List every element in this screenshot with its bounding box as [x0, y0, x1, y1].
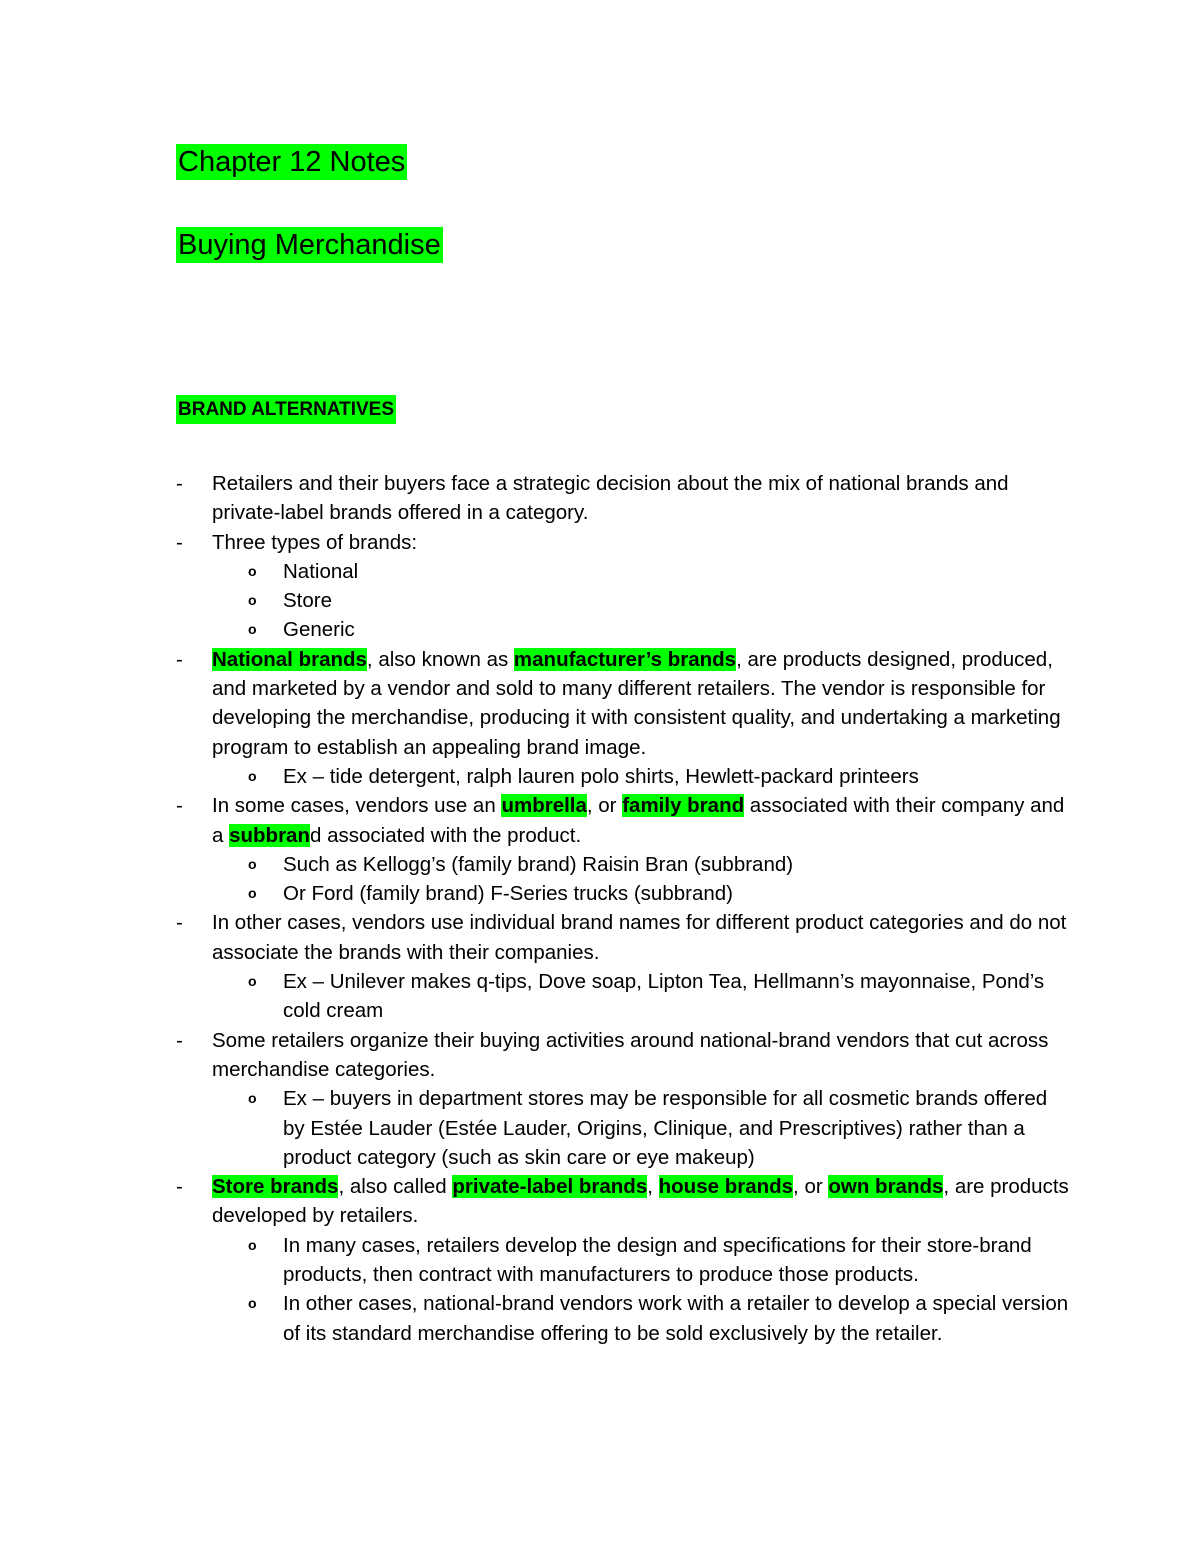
circle-bullet: o	[248, 1090, 257, 1107]
list-item-text: In other cases, vendors use individual brand names for different product categories and do not associate the brands with their companies.	[212, 911, 1067, 964]
list-item-text: In some cases, vendors use an	[212, 794, 502, 818]
sub-list-item	[0, 1231, 1073, 1290]
dash-bullet: -	[176, 911, 183, 935]
list-item	[0, 528, 1072, 557]
circle-bullet: o	[248, 621, 257, 638]
list-item	[0, 469, 1072, 528]
sub-list-item	[0, 586, 1073, 615]
list-item	[0, 1172, 1072, 1231]
highlighted-term: umbrella	[501, 794, 587, 818]
list-item-text: Retailers and their buyers face a strategic decision about the mix of national brands and private-label brands offered in a category.	[212, 472, 1009, 525]
dash-bullet: -	[176, 647, 183, 671]
circle-bullet: o	[248, 1236, 257, 1253]
list-item-text: ,	[647, 1175, 659, 1199]
highlighted-term: own brands	[828, 1175, 944, 1199]
list-item-text: , also known as	[366, 647, 514, 671]
sub-list-item	[0, 615, 1073, 644]
sub-list-item-text: Ex – buyers in department stores may be responsible for all cosmetic brands offered by Estée Lauder (Estée Lauder, Origins, Clinique, and Prescriptives) rather than a product category (such as skin care or eye makeup)	[283, 1087, 1048, 1169]
document-title: Chapter 12 Notes	[178, 146, 406, 178]
dash-bullet: -	[176, 530, 183, 554]
sub-list-item-text: In other cases, national-brand vendors work with a retailer to develop a special version of its standard merchandise offering to be sold exclusively by the retailer.	[283, 1292, 1069, 1345]
list-item-text: Three types of brands:	[212, 530, 418, 554]
sub-list-item-text: National	[283, 559, 359, 583]
notes-list	[0, 469, 1200, 1348]
sub-list-item	[0, 879, 1073, 908]
sub-list-item	[0, 557, 1073, 586]
circle-bullet: o	[248, 885, 257, 902]
dash-bullet: -	[176, 472, 183, 495]
sub-list-item	[0, 762, 1073, 791]
document-subtitle: Buying Merchandise	[178, 229, 441, 261]
sub-list-item-text: Ex – tide detergent, ralph lauren polo shirts, Hewlett-packard printeers	[283, 764, 919, 788]
highlighted-term: private-label brands	[452, 1175, 648, 1199]
sub-list-item	[0, 1084, 1073, 1172]
sub-list-item-text: In many cases, retailers develop the design and specifications for their store-brand products, then contract with manufacturers to produce those products.	[283, 1233, 1032, 1287]
circle-bullet: o	[248, 973, 257, 990]
circle-bullet: o	[248, 855, 257, 872]
list-item-text: , are products developed by retailers.	[212, 1175, 1069, 1228]
list-item-text: Some retailers organize their buying activities around national-brand vendors that cut across merchandise categories.	[212, 1028, 1049, 1081]
sub-list-item-text: Generic	[283, 618, 355, 642]
highlighted-term: subbran	[229, 823, 310, 847]
highlighted-term: family brand	[622, 794, 745, 818]
list-item	[0, 1026, 1072, 1085]
highlighted-term: National brands	[212, 647, 367, 671]
list-item-text: , also called	[338, 1175, 453, 1199]
sub-list-item	[0, 850, 1073, 879]
list-item-text: , are products designed, produced, and marketed by a vendor and sold to many different retailers. The vendor is responsible for developing the merchandise, producing it with consistent quality, and undertaking a marketing program to establish an appealing brand image.	[212, 647, 1061, 759]
circle-bullet: o	[248, 592, 257, 609]
dash-bullet: -	[176, 794, 183, 818]
circle-bullet: o	[248, 767, 257, 784]
sub-list-item-text: Store	[283, 589, 332, 613]
dash-bullet: -	[176, 1028, 183, 1052]
highlighted-term: house brands	[658, 1175, 794, 1199]
sub-list-item	[0, 1289, 1073, 1348]
list-item-text: , or	[793, 1175, 829, 1199]
highlighted-term: manufacturer’s brands	[513, 647, 737, 671]
sub-list-item-text: Such as Kellogg’s (family brand) Raisin Bran (subbrand)	[283, 852, 794, 876]
list-item-text: , or	[586, 794, 623, 818]
circle-bullet: o	[248, 1295, 257, 1312]
sub-list-item	[0, 967, 1073, 1026]
list-item	[0, 791, 1072, 850]
sub-list-item-text: Ex – Unilever makes q-tips, Dove soap, Lipton Tea, Hellmann’s mayonnaise, Pond’s cold cream	[283, 970, 1045, 1023]
circle-bullet: o	[248, 562, 257, 579]
sub-list-item-text: Or Ford (family brand) F-Series trucks (subbrand)	[283, 882, 733, 906]
section-heading: BRAND ALTERNATIVES	[176, 395, 396, 424]
list-item	[0, 908, 1072, 967]
list-item	[0, 645, 1072, 762]
list-item-text: associated with their company and a	[212, 794, 1065, 847]
list-item-text: d associated with the product.	[309, 823, 582, 847]
dash-bullet: -	[176, 1175, 183, 1199]
highlighted-term: Store brands	[212, 1175, 339, 1199]
